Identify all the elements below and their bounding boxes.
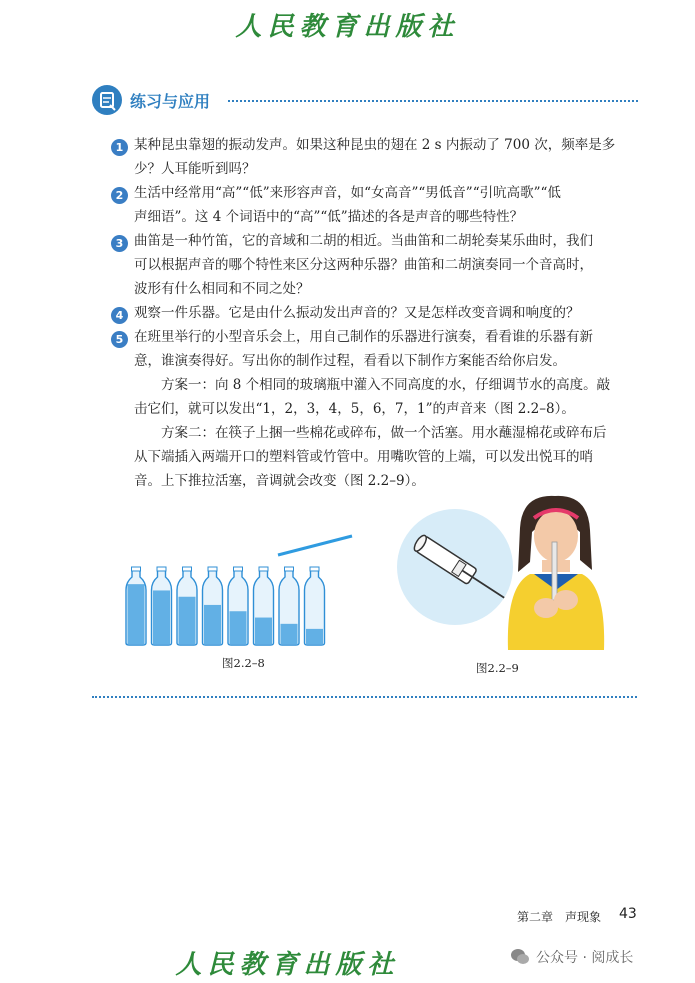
water-level: [255, 618, 272, 644]
question-2: 生活中经常用“高”“低”来形容声音，如“女高音”“男低音”“引吭高歌”“低 声细语”。这 4 个词语中的“高”“低”描述的各是声音的哪些特性？: [134, 185, 561, 225]
water-level: [128, 584, 145, 644]
water-level: [230, 611, 247, 644]
question-number: 4: [111, 307, 128, 324]
question-number: 1: [111, 139, 128, 156]
bottle-neck-rim: [157, 567, 166, 571]
girl-playing-whistle-photo: [500, 490, 610, 650]
water-level: [281, 624, 298, 644]
bottle-neck-rim: [285, 567, 294, 571]
question-1: 某种昆虫靠翅的振动发声。如果这种昆虫的翅在 2 s 内振动了 700 次，频率是多 少？人耳能听到吗？: [134, 137, 616, 177]
exercise-icon: [92, 85, 122, 115]
question-4: 观察一件乐器。它是由什么振动发出声音的？又是怎样改变音调和响度的？: [134, 305, 580, 321]
wechat-icon: [510, 947, 530, 967]
striking-stick: [278, 536, 352, 555]
question-number: 5: [111, 331, 128, 348]
bottles-figure: [120, 530, 360, 650]
section-divider: [228, 100, 638, 102]
bottle-neck-rim: [234, 567, 243, 571]
water-level: [179, 597, 196, 644]
plan-two: 方案二：在筷子上捆一些棉花或碎布，做一个活塞。用水蘸湿棉花或碎布后 从下端插入两端开口的塑料管或竹管中。用嘴吹管的上端，可以发出悦耳的哨 音。上下推拉活塞，音调就会改变（图 2.2–9）。: [134, 425, 607, 489]
question-number: 2: [111, 187, 128, 204]
section-title: 练习与应用: [130, 92, 211, 111]
question-3: 曲笛是一种竹笛，它的音域和二胡的相近。当曲笛和二胡轮奏某乐曲时，我们 可以根据声音的哪个特性来区分这两种乐器？曲笛和二胡演奏同一个音高时， 波形有什么相同和不同之处？: [134, 233, 593, 297]
water-level: [204, 605, 221, 644]
bottle-neck-rim: [259, 567, 268, 571]
water-level: [306, 629, 323, 644]
bottle-neck-rim: [208, 567, 217, 571]
bottom-divider: [92, 696, 637, 698]
figure-caption-right: 图2.2–9: [476, 661, 519, 675]
bottle-neck-rim: [183, 567, 192, 571]
plan-one: 方案一：向 8 个相同的玻璃瓶中灌入不同高度的水，仔细调节水的高度。敲 击它们，就可以发出“1，2，3，4，5，6，7，1”的声音来（图 2.2–8）。: [134, 377, 611, 417]
question-number: 3: [111, 235, 128, 252]
watermark: 公众号 · 阅成长: [536, 950, 634, 966]
bottle-neck-rim: [132, 567, 141, 571]
page-number: 43: [619, 906, 637, 922]
publisher-logo-top: 人民教育出版社: [235, 12, 460, 42]
chapter-label: 第二章 声现象: [517, 910, 602, 924]
publisher-logo-bottom: 人民教育出版社: [175, 950, 400, 980]
figure-caption-left: 图2.2–8: [222, 656, 265, 670]
bottle-neck-rim: [310, 567, 319, 571]
water-level: [153, 590, 170, 644]
question-5: 在班里举行的小型音乐会上，用自己制作的乐器进行演奏，看看谁的乐器有新 意，谁演奏得好。写出你的制作过程，看看以下制作方案能否给你启发。: [134, 329, 593, 369]
